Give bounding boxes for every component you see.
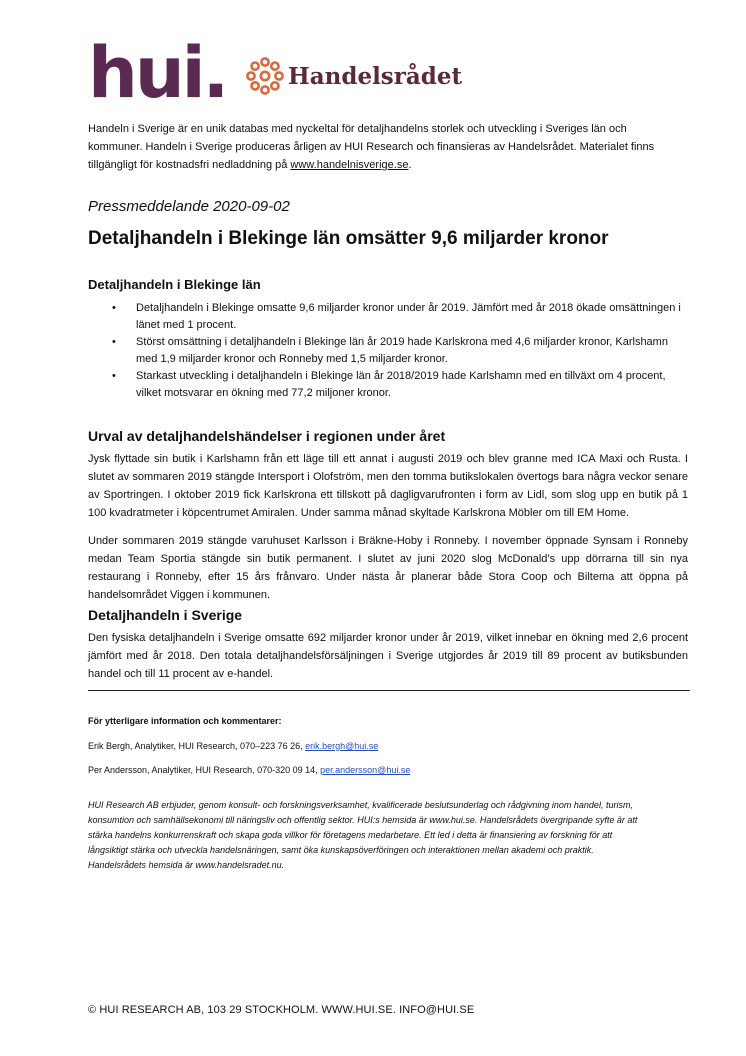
section-heading-blekinge: Detaljhandeln i Blekinge län <box>88 277 261 292</box>
events-paragraph-1: Jysk flyttade sin butik i Karlshamn från ett läge till ett annat i augusti 2019 och blev granne med ICA Maxi och Rusta. I slutet av sommaren 2019 stängde Intersport i Olofström, men den tomma butikslokalen övertogs bara några veckor senare av Sportringen. I oktober 2019 fick Karlskrona ett tillskott på dagligvarufronten i form av Lidl, som slog upp en butik på 1 100 kvadratmeter i köpcentrumet Amiralen. Under samma månad skyltade Karlskrona Möbler om till EM Home. <box>88 453 688 519</box>
bullet-icon: • <box>112 370 116 382</box>
page-footer: © HUI RESEARCH AB, 103 29 STOCKHOLM. WWW.HUI.SE. INFO@HUI.SE <box>88 1004 475 1016</box>
list-item <box>88 334 688 368</box>
contact-text: Erik Bergh, Analytiker, HUI Research, 070–223 76 26, <box>88 741 306 751</box>
page-title: Detaljhandeln i Blekinge län omsätter 9,6 miljarder kronor <box>88 228 609 249</box>
email-link-per[interactable]: per.andersson@hui.se <box>320 765 411 775</box>
bullet-icon: • <box>112 336 116 348</box>
contact-heading: För ytterligare information och kommentarer: <box>88 716 282 726</box>
hui-logo: hui. <box>88 32 227 114</box>
contact-line-erik <box>88 741 378 751</box>
blekinge-bullet-list <box>88 300 688 402</box>
handelsradet-logo <box>246 57 462 95</box>
press-release-date: Pressmeddelande 2020-09-02 <box>88 198 290 215</box>
bullet-icon: • <box>112 302 116 314</box>
sverige-paragraph: Den fysiska detaljhandeln i Sverige omsatte 692 miljarder kronor under år 2019, vilket innebar en ökning med 2,6 procent jämfört med år 2018. Den totala detaljhandelsförsäljningen i Sverige utgjordes år 2019 till 89 procent av butiksbunden handel och till 11 procent av e-handel. <box>88 632 688 680</box>
intro-text: Handeln i Sverige är en unik databas med nyckeltal för detaljhandelns storlek och utveckling i Sveriges län och kommuner. Handeln i Sverige produceras årligen av HUI Research och finansieras av Handelsrådet. Materialet finns tillgängligt för kostnadsfri nedladdning på <box>88 123 655 171</box>
bullet-text: Detaljhandeln i Blekinge omsatte 9,6 miljarder kronor under år 2019. Jämfört med år 2018 ökade omsättningen i länet med 1 procent. <box>136 302 681 331</box>
handelnisverige-link[interactable]: www.handelnisverige.se <box>290 159 409 171</box>
section-heading-sverige: Detaljhandeln i Sverige <box>88 607 243 623</box>
bullet-text: Störst omsättning i detaljhandeln i Blekinge län år 2019 hade Karlskrona med 4,6 miljarder kronor, Karlshamn med 1,9 miljarder kronor och Ronneby med 1,5 miljarder kronor. <box>136 336 668 365</box>
handelsradet-flower-icon <box>246 57 284 95</box>
list-item <box>88 300 688 334</box>
intro-paragraph <box>88 120 683 174</box>
section-heading-events: Urval av detaljhandelshändelser i regionen under året <box>88 428 446 444</box>
intro-end: . <box>408 159 412 171</box>
events-paragraph-2: Under sommaren 2019 stängde varuhuset Karlsson i Bräkne-Hoby i Ronneby. I november öppnade Synsam i Ronneby medan Team Sportia stängde sin butik permanent. I slutet av juni 2020 slog McDonald’s upp dörrarna till sin nya restaurang i Ronneby, efter 15 års frånvaro. Under nästa år planerar både Stora Coop och Biltema att öppna på handelsområdet Viggen i kommunen. <box>88 535 688 601</box>
list-item <box>88 368 688 402</box>
bullet-text: Starkast utveckling i detaljhandeln i Blekinge län år 2018/2019 hade Karlshamn med en tillväxt om 4 procent, vilket motsvarar en ökning med 77,2 miljoner kronor. <box>136 370 666 399</box>
contact-text: Per Andersson, Analytiker, HUI Research, 070-320 09 14, <box>88 765 321 775</box>
contact-line-per <box>88 765 410 775</box>
about-paragraph: HUI Research AB erbjuder, genom konsult- och forskningsverksamhet, kvalificerade beslutsunderlag och rådgivning inom handel, turism, konsumtion och samhällsekonomi till näringsliv och offentlig sektor. HUI:s hemsida är www.hui.se. Handelsrådets övergripande syfte är att stärka handelns konkurrenskraft och skapa goda villkor för företagens medarbetare. Ett led i detta är finansiering av forskning för att långsiktigt stärka och utveckla handelsnäringen, samt öka kunskapsöverföringen och interaktionen mellan akademi och praktik. Handelsrådets hemsida är www.handelsradet.nu. <box>88 800 638 870</box>
handelsradet-wordmark: Handelsrådet <box>288 62 463 90</box>
divider <box>88 690 690 691</box>
email-link-erik[interactable]: erik.bergh@hui.se <box>305 741 379 751</box>
